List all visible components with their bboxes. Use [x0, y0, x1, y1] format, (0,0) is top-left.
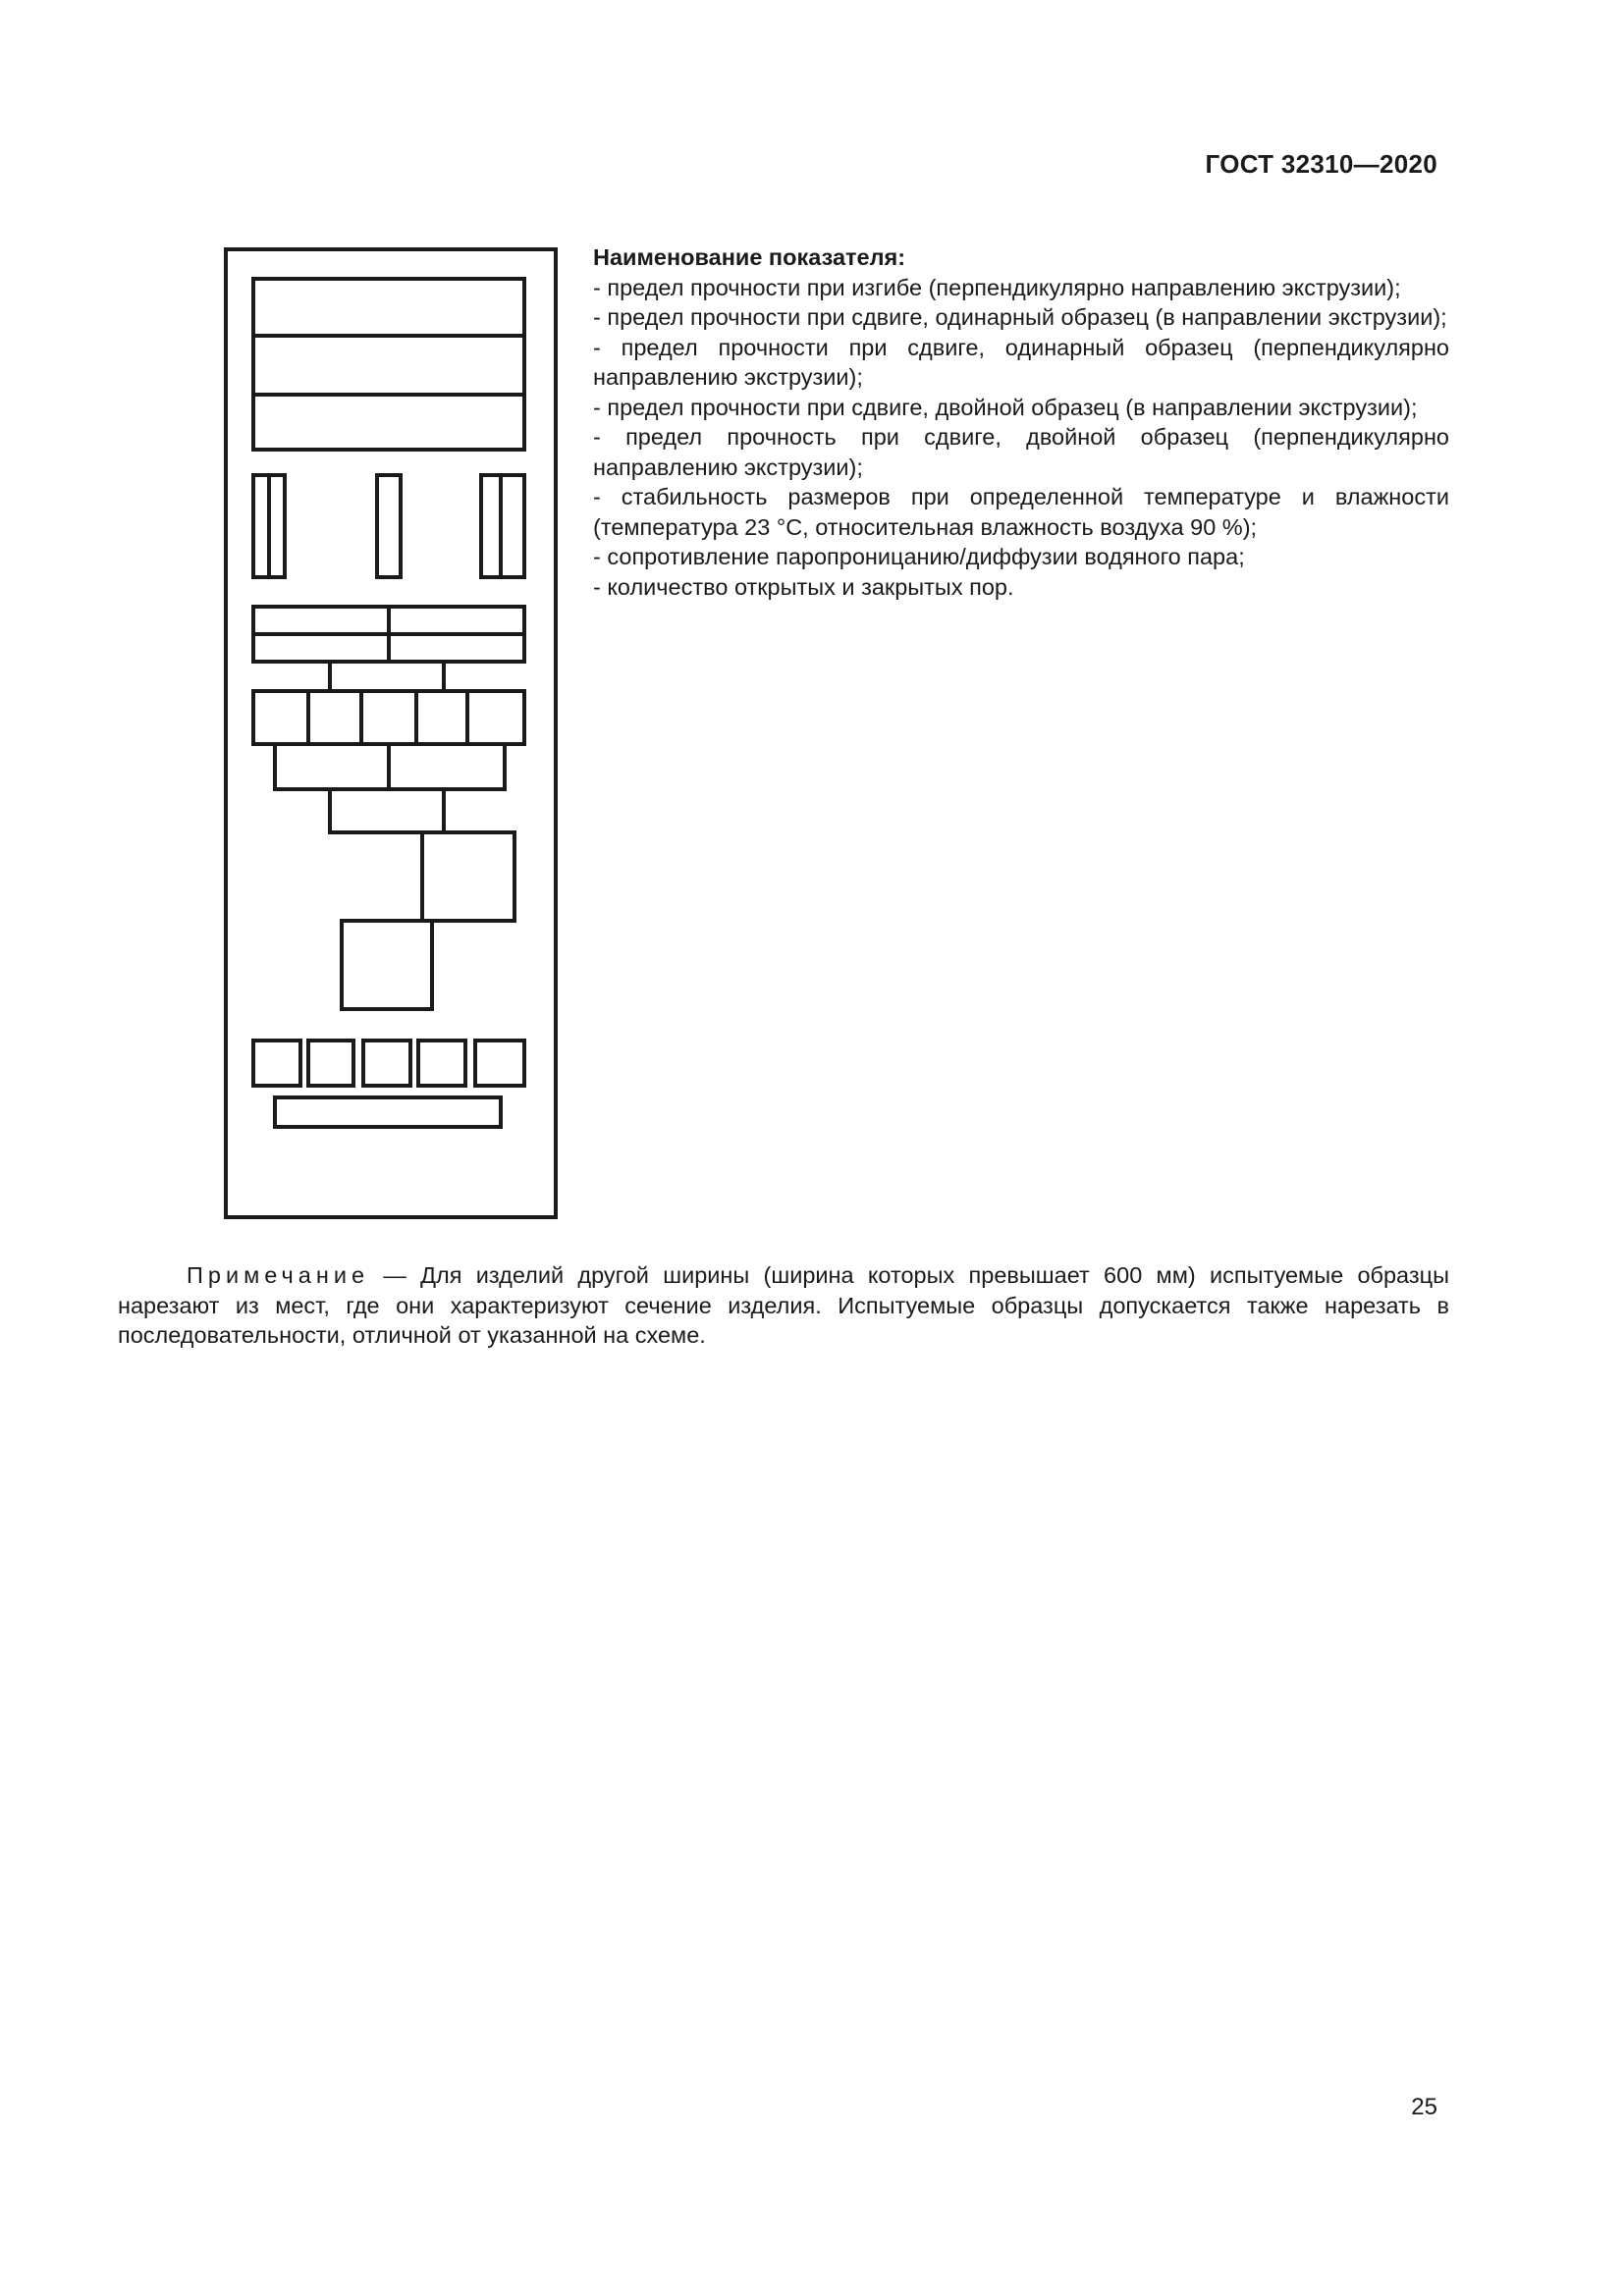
- small-square-5: [475, 1041, 524, 1086]
- block-row-bottom-right: [389, 634, 524, 662]
- square-specimen-d: [416, 691, 467, 744]
- wide-specimen-left: [275, 744, 389, 789]
- legend-item: - сопротивление паропроницанию/диффузии водяного пара;: [593, 544, 1245, 569]
- legend-item: - предел прочности при изгибе (перпендикулярно направлению экструзии);: [593, 274, 1401, 300]
- specimen-strip-3: [253, 395, 524, 450]
- block-row-top-left: [253, 607, 389, 634]
- document-code: ГОСТ 32310—2020: [1205, 149, 1437, 179]
- note-paragraph: [118, 1260, 1449, 1351]
- block-row-top-right: [389, 607, 524, 634]
- legend-list: [593, 273, 1449, 603]
- block-row-bottom-left: [253, 634, 389, 662]
- small-square-3: [363, 1041, 410, 1086]
- note-text: — Для изделий другой ширины (ширина которых превышает 600 мм) испытуемые образцы нарезают из мест, где они характеризуют сечение изделия. Испытуемые образцы допускается также нарезать в последовательности, отличной от указанной на схеме.: [118, 1262, 1449, 1348]
- large-specimen-lower: [342, 921, 432, 1009]
- legend-item: - стабильность размеров при определенной температуре и влажности (температура 23 °С, относительная влажность воздуха 90 %);: [593, 484, 1449, 540]
- legend-item: - предел прочности при сдвиге, одинарный образец (в направлении экструзии);: [593, 304, 1447, 330]
- large-specimen-right: [422, 832, 514, 921]
- legend-item: - количество открытых и закрытых пор.: [593, 573, 1014, 600]
- specimen-strip-2: [253, 336, 524, 395]
- indicator-legend: [593, 242, 1449, 602]
- vertical-specimen-2: [377, 475, 401, 577]
- legend-item: - предел прочности при сдвиге, одинарный образец (перпендикулярно направлению экструзии);: [593, 334, 1449, 390]
- vertical-specimen-1b: [269, 475, 285, 577]
- square-specimen-a: [253, 691, 308, 744]
- vertical-specimen-3a: [481, 475, 501, 577]
- note-label: Примечание: [187, 1262, 370, 1288]
- small-square-1: [253, 1041, 300, 1086]
- small-square-2: [308, 1041, 353, 1086]
- legend-item: - предел прочность при сдвиге, двойной образец (перпендикулярно направлению экструзии);: [593, 424, 1449, 480]
- specimen-strip-1: [253, 279, 524, 336]
- page-number: 25: [1411, 2094, 1437, 2120]
- square-specimen-e: [467, 691, 524, 744]
- square-specimen-c: [361, 691, 416, 744]
- specimen-cutting-scheme: [224, 247, 558, 1219]
- wide-specimen-right: [389, 744, 505, 789]
- legend-item: - предел прочности при сдвиге, двойной образец (в направлении экструзии);: [593, 394, 1418, 420]
- bottom-strip-specimen: [275, 1097, 501, 1127]
- connector-block: [330, 662, 444, 691]
- vertical-specimen-1a: [253, 475, 269, 577]
- middle-specimen: [330, 789, 444, 832]
- square-specimen-b: [308, 691, 361, 744]
- small-square-4: [418, 1041, 465, 1086]
- legend-title: Наименование показателя:: [593, 244, 906, 270]
- vertical-specimen-3b: [501, 475, 524, 577]
